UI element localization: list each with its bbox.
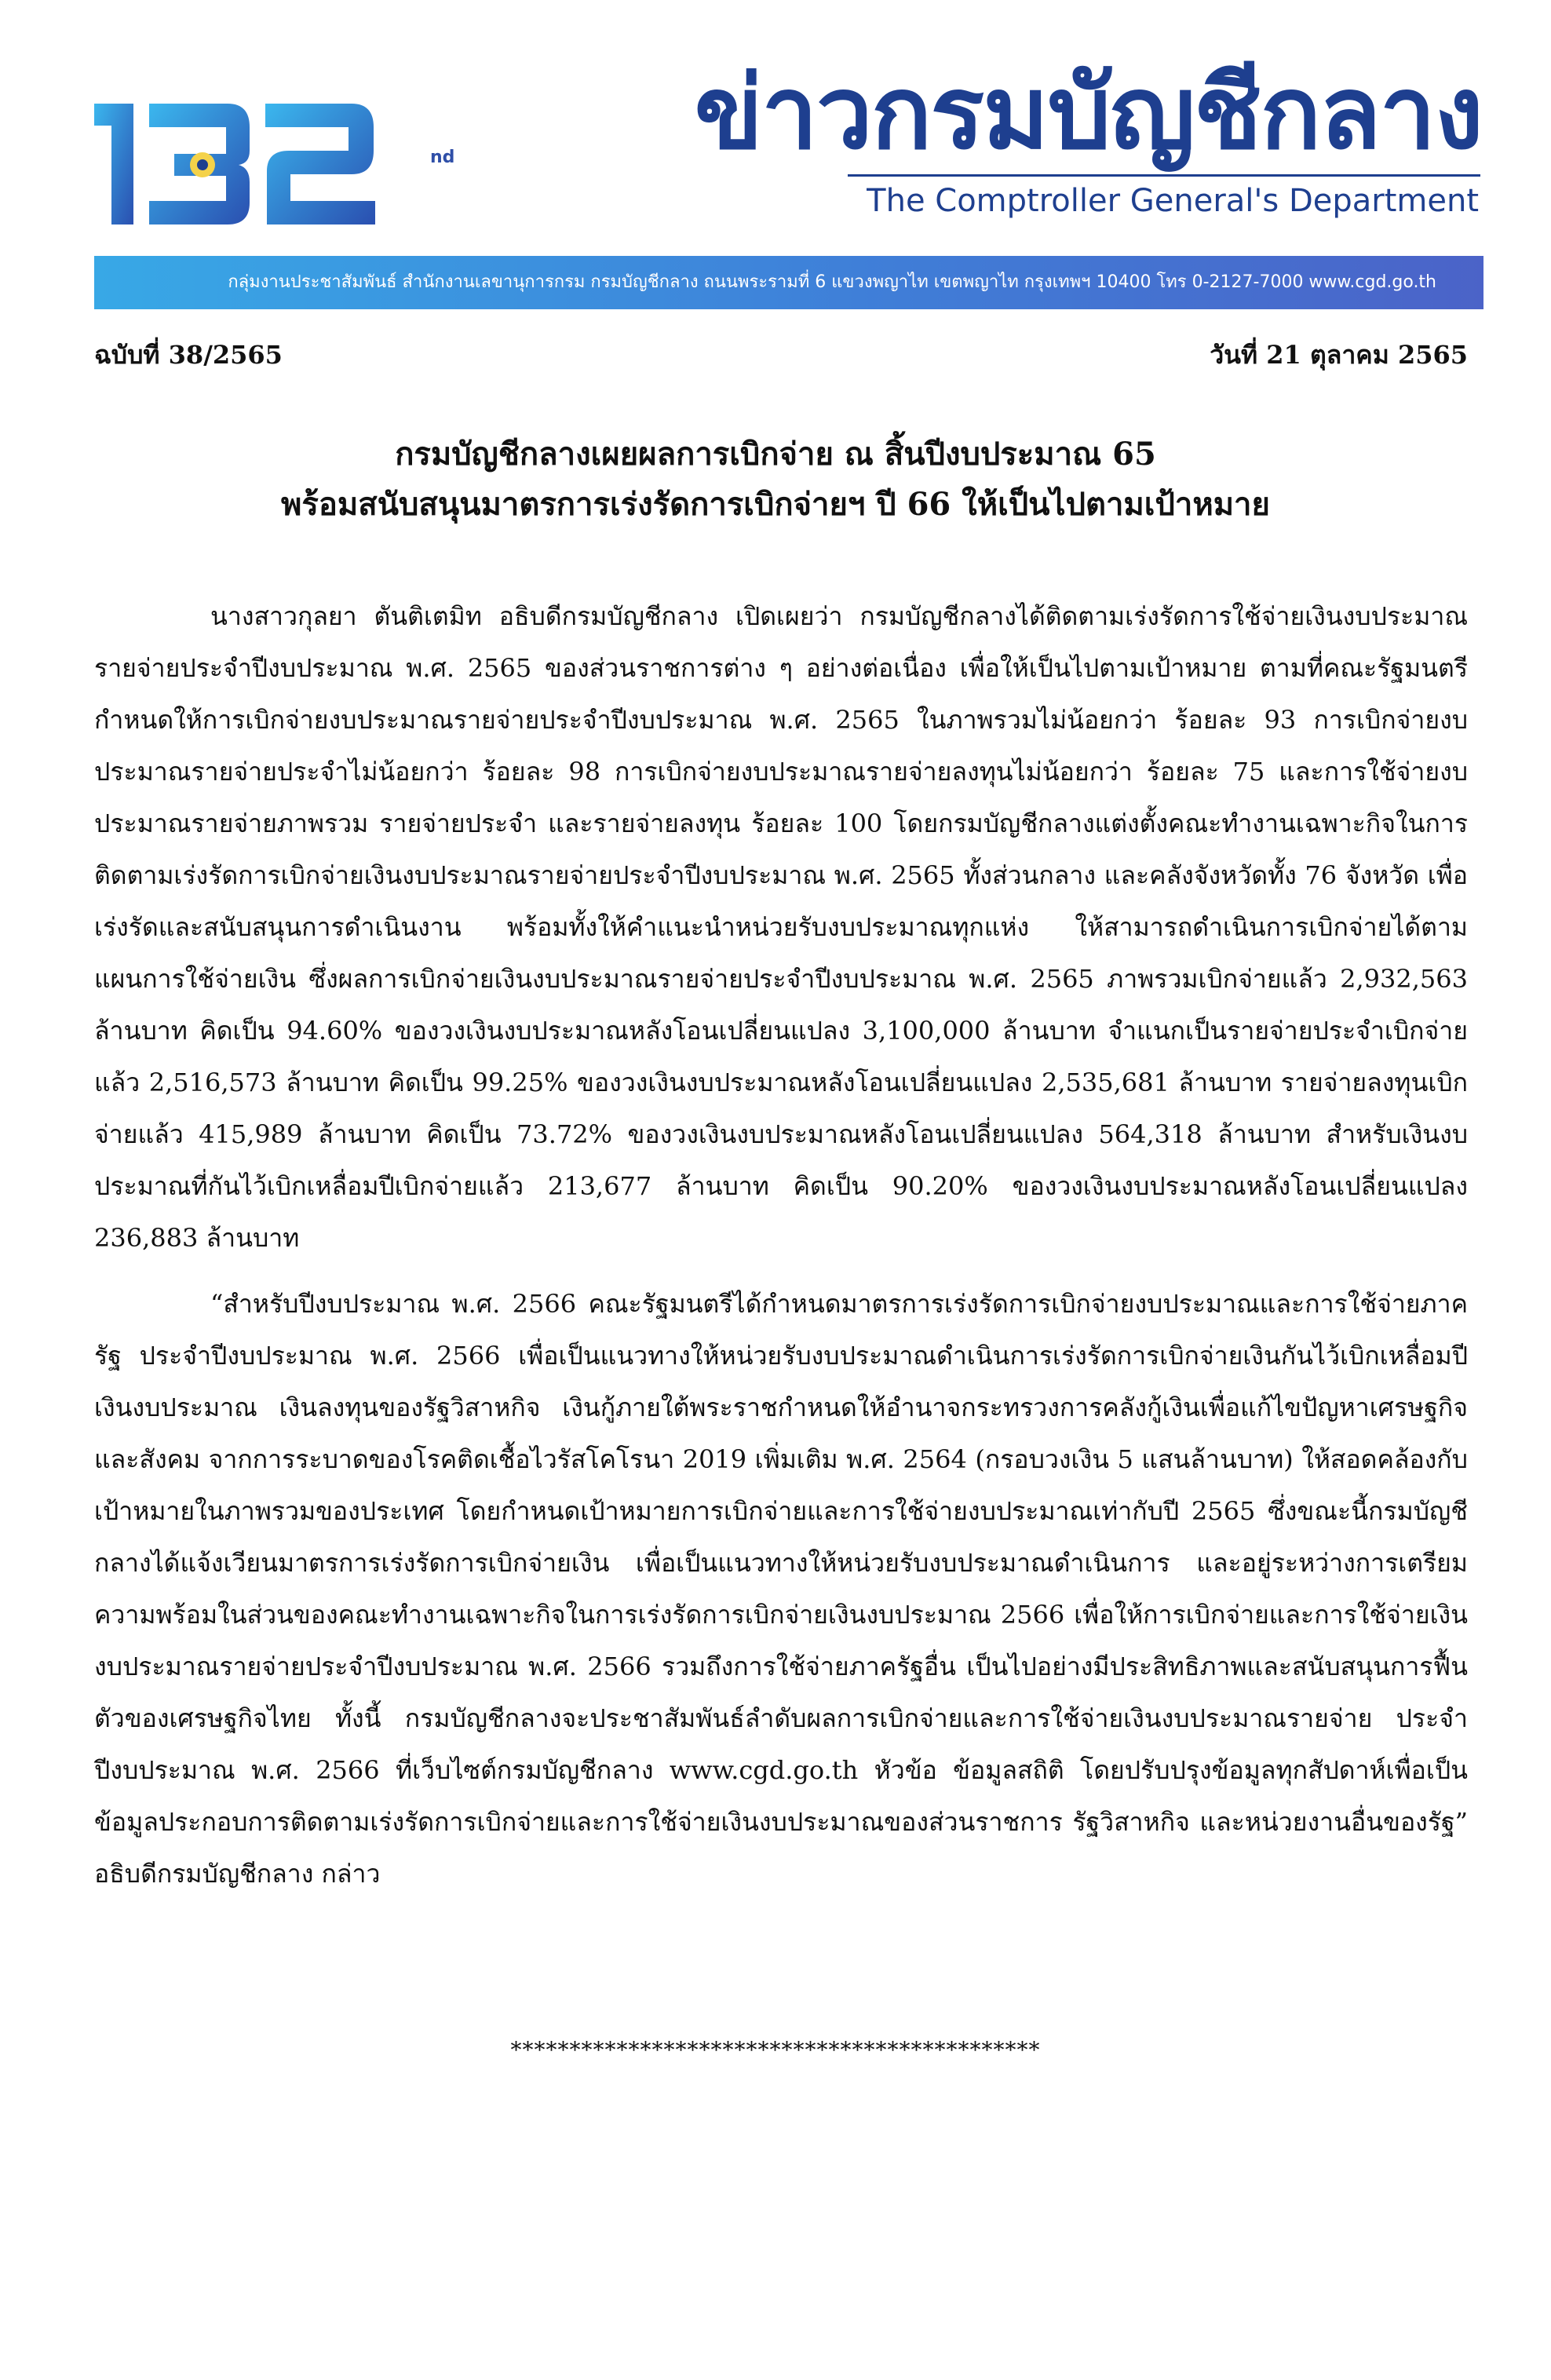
paragraph-2: “สำหรับปีงบประมาณ พ.ศ. 2566 คณะรัฐมนตรีได้กำหนดมาตรการเร่งรัดการเบิกจ่ายงบประมาณและการใช้จ่ายภาครัฐ ประจำปีงบประมาณ พ.ศ. 2566 เพื่อเป็นแนวทางให้หน่วยรับงบประมาณดำเนินการเร่งรัดการเบิกจ่ายเงินกันไว้เบิกเหลื่อมปี เงินงบประมาณ เงินลงทุนของรัฐวิสาหกิจ เงินกู้ภายใต้พระราชกำหนดให้อำนาจกระทรวงการคลังกู้เงินเพื่อแก้ไขปัญหาเศรษฐกิจและสังคม จากการระบาดของโรคติดเชื้อไวรัสโคโรนา 2019 เพิ่มเติม พ.ศ. 2564 (กรอบวงเงิน 5 แสนล้านบาท) ให้สอดคล้องกับเป้าหมายในภาพรวมของประเทศ โดยกำหนดเป้าหมายการเบิกจ่ายและการใช้จ่ายงบประมาณเท่ากับปี 2565 ซึ่งขณะนี้กรมบัญชีกลางได้แจ้งเวียนมาตรการเร่งรัดการเบิกจ่ายเงิน เพื่อเป็นแนวทางให้หน่วยรับงบประมาณดำเนินการ และอยู่ระหว่างการเตรียมความพร้อมในส่วนของคณะทำงานเฉพาะกิจในการเร่งรัดการเบิกจ่ายเงินงบประมาณ 2566 เพื่อให้การเบิกจ่ายและการใช้จ่ายเงินงบประมาณรายจ่ายประจำปีงบประมาณ พ.ศ. 2566 รวมถึงการใช้จ่ายภาครัฐอื่น เป็นไปอย่างมีประสิทธิภาพและสนับสนุนการฟื้นตัวของเศรษฐกิจไทย ทั้งนี้ กรมบัญชีกลางจะประชาสัมพันธ์ลำดับผลการเบิกจ่ายและการใช้จ่ายเงินงบประมาณรายจ่าย ประจำปีงบประมาณ พ.ศ. 2566 ที่เว็บไซต์กรมบัญชีกลาง www.cgd.go.th หัวข้อ ข้อมูลสถิติ โดยปรับปรุงข้อมูลทุกสัปดาห์เพื่อเป็นข้อมูลประกอบการติดตามเร่งรัดการเบิกจ่ายและการใช้จ่ายเงินงบประมาณของส่วนราชการ รัฐวิสาหกิจ และหน่วยงานอื่นของรัฐ” อธิบดีกรมบัญชีกลาง กล่าว [94, 1289, 1468, 1889]
press-release-header [0, 0, 1551, 314]
end-divider: ********************************************* [510, 2037, 1041, 2063]
paragraph-1: นางสาวกุลยา ตันติเตมิท อธิบดีกรมบัญชีกลาง เปิดเผยว่า กรมบัญชีกลางได้ติดตามเร่งรัดการใช้จ่ายเงินงบประมาณรายจ่ายประจำปีงบประมาณ พ.ศ. 2565 ของส่วนราชการต่าง ๆ อย่างต่อเนื่อง เพื่อให้เป็นไปตามเป้าหมาย ตามที่คณะรัฐมนตรีกำหนดให้การเบิกจ่ายงบประมาณรายจ่ายประจำปีงบประมาณ พ.ศ. 2565 ในภาพรวมไม่น้อยกว่า ร้อยละ 93 การเบิกจ่ายงบประมาณรายจ่ายประจำไม่น้อยกว่า ร้อยละ 98 การเบิกจ่ายงบประมาณรายจ่ายลงทุนไม่น้อยกว่า ร้อยละ 75 และการใช้จ่ายงบประมาณรายจ่ายภาพรวม รายจ่ายประจำ และรายจ่ายลงทุน ร้อยละ 100 โดยกรมบัญชีกลางแต่งตั้งคณะทำงานเฉพาะกิจในการติดตามเร่งรัดการเบิกจ่ายเงินงบประมาณรายจ่ายประจำปีงบประมาณ พ.ศ. 2565 ทั้งส่วนกลาง และคลังจังหวัดทั้ง 76 จังหวัด เพื่อเร่งรัดและสนับสนุนการดำเนินงาน พร้อมทั้งให้คำแนะนำหน่วยรับงบประมาณทุกแห่ง ให้สามารถดำเนินการเบิกจ่ายได้ตามแผนการใช้จ่ายเงิน ซึ่งผลการเบิกจ่ายเงินงบประมาณรายจ่ายประจำปีงบประมาณ พ.ศ. 2565 ภาพรวมเบิกจ่ายแล้ว 2,932,563 ล้านบาท คิดเป็น 94.60% ของวงเงินงบประมาณหลังโอนเปลี่ยนแปลง 3,100,000 ล้านบาท จำแนกเป็นรายจ่ายประจำเบิกจ่ายแล้ว 2,516,573 ล้านบาท คิดเป็น 99.25% ของวงเงินงบประมาณหลังโอนเปลี่ยนแปลง 2,535,681 ล้านบาท รายจ่ายลงทุนเบิกจ่ายแล้ว 415,989 ล้านบาท คิดเป็น 73.72% ของวงเงินงบประมาณหลังโอนเปลี่ยนแปลง 564,318 ล้านบาท สำหรับเงินงบประมาณที่กันไว้เบิกเหลื่อมปีเบิกจ่ายแล้ว 213,677 ล้านบาท คิดเป็น 90.20% ของวงเงินงบประมาณหลังโอนเปลี่ยนแปลง 236,883 ล้านบาท [94, 601, 1469, 1253]
brand-title: ข่าวกรมบัญชีกลาง [694, 55, 1482, 172]
headline-line-1: กรมบัญชีกลางเผยผลการเบิกจ่าย ณ สิ้นปีงบประมาณ 65 [395, 436, 1156, 473]
issue-number: ฉบับที่ 38/2565 [94, 340, 283, 370]
headline [78, 430, 1473, 531]
article-body [94, 590, 1468, 1914]
issue-date: วันที่ 21 ตุลาคม 2565 [1210, 340, 1468, 370]
issue-meta-row [94, 339, 1468, 371]
headline-line-2: พร้อมสนับสนุนมาตรการเร่งรัดการเบิกจ่ายฯ ปี 66 ให้เป็นไปตามเป้าหมาย [281, 486, 1270, 523]
anniversary-132-logo-icon [88, 75, 394, 232]
anniversary-logo [88, 75, 455, 232]
brand-subtitle: The Comptroller General's Department [867, 183, 1479, 219]
brand-underline [848, 174, 1480, 177]
logo-suffix: nd [430, 148, 455, 167]
address-bar: กลุ่มงานประชาสัมพันธ์ สำนักงานเลขานุการกรม กรมบัญชีกลาง ถนนพระรามที่ 6 แขวงพญาไท เขตพญาไท กรุงเทพฯ 10400 โทร 0-2127-7000 www.cgd.go.th [94, 256, 1483, 309]
